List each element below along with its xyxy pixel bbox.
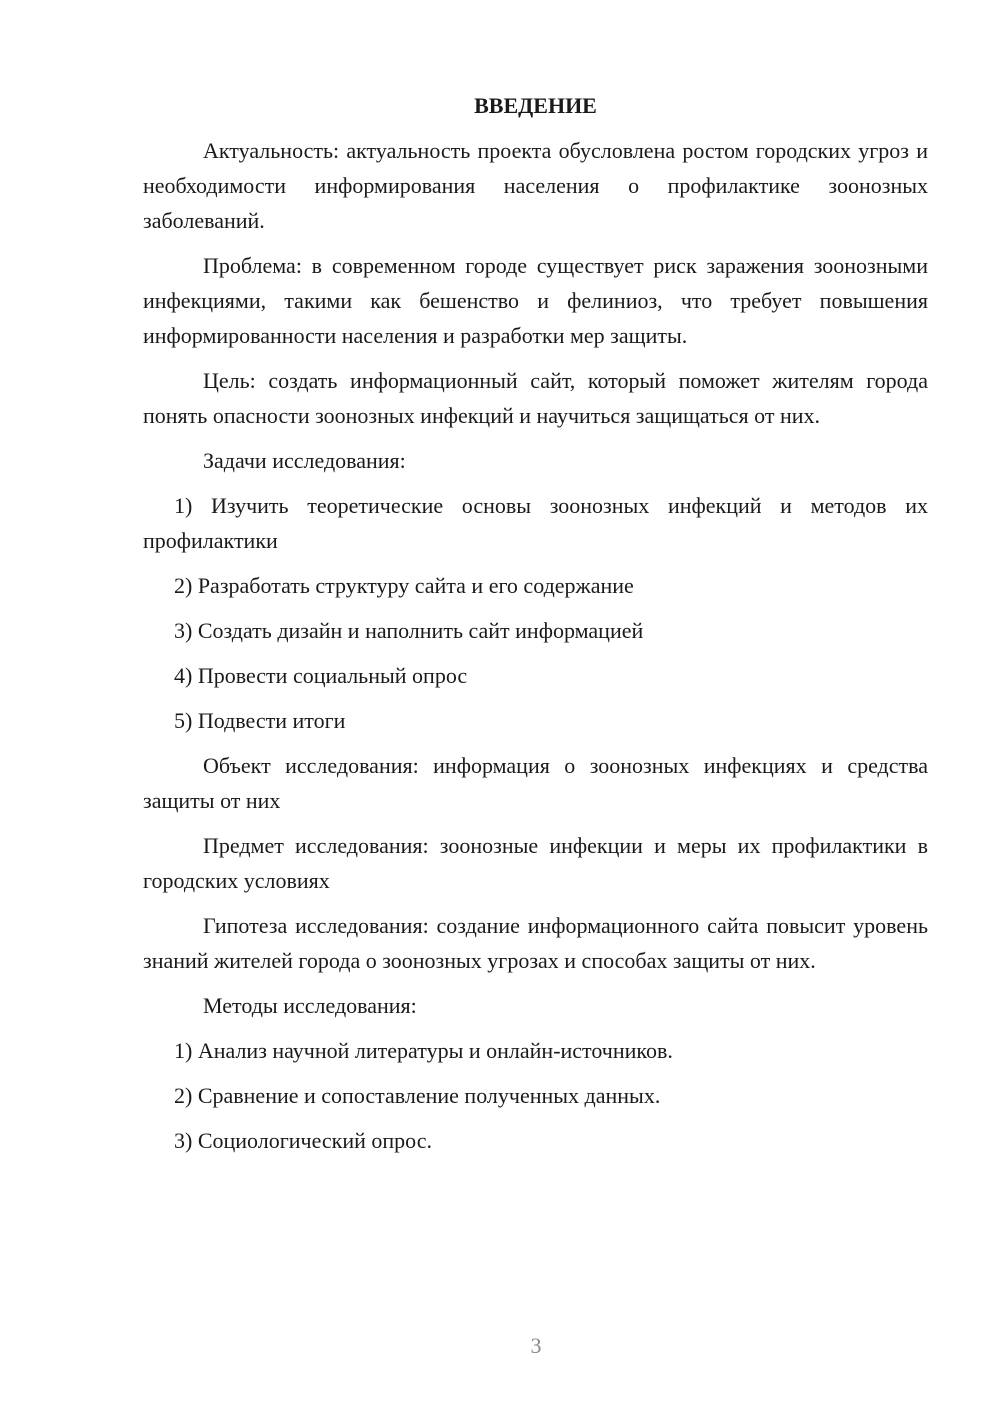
problem-paragraph: Проблема: в современном городе существует риск заражения зоонозными инфекциями, такими как бешенство и фелиниоз, что требует повышения информированности населения и разработки мер защиты. [143, 253, 928, 348]
task-item: 2) Разработать структуру сайта и его содержание [174, 573, 634, 598]
methods-heading: Методы исследования: [203, 993, 417, 1018]
goal-paragraph: Цель: создать информационный сайт, который поможет жителям города понять опасности зоонозных инфекций и научиться защищаться от них. [143, 368, 928, 428]
document-title [143, 88, 928, 123]
task-item: 1) Изучить теоретические основы зоонозных инфекций и методов их профилактики [143, 493, 928, 553]
method-item: 3) Социологический опрос. [174, 1128, 432, 1153]
method-item: 1) Анализ научной литературы и онлайн-источников. [174, 1038, 673, 1063]
subject-paragraph: Предмет исследования: зоонозные инфекции и меры их профилактики в городских условиях [143, 833, 928, 893]
relevance-paragraph: Актуальность: актуальность проекта обусловлена ростом городских угроз и необходимости информирования населения о профилактике зоонозных заболеваний. [143, 138, 928, 233]
task-item: 5) Подвести итоги [174, 708, 346, 733]
task-item: 3) Создать дизайн и наполнить сайт информацией [174, 618, 644, 643]
method-item: 2) Сравнение и сопоставление полученных данных. [174, 1083, 661, 1108]
document-title-text: ВВЕДЕНИЕ [474, 93, 597, 118]
page-number: 3 [530, 1333, 542, 1358]
object-paragraph: Объект исследования: информация о зоонозных инфекциях и средства защиты от них [143, 753, 928, 813]
hypothesis-paragraph: Гипотеза исследования: создание информационного сайта повысит уровень знаний жителей города о зоонозных угрозах и способах защиты от них. [143, 913, 928, 973]
tasks-heading: Задачи исследования: [203, 448, 406, 473]
task-item: 4) Провести социальный опрос [174, 663, 468, 688]
document-page [143, 88, 928, 1168]
